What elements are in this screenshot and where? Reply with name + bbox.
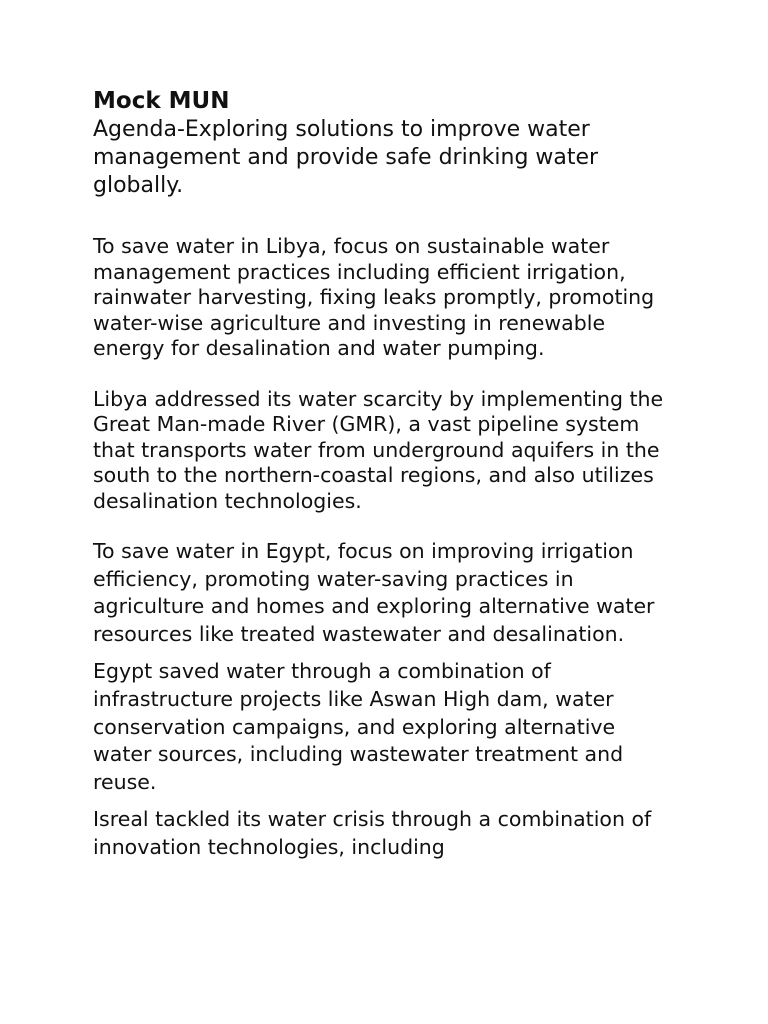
paragraph-egypt-solutions: To save water in Egypt, focus on improving irrigation efficiency, promoting water-saving practices in agriculture and homes and exploring alternative water resources like treated wastewater and desalination. [93, 539, 655, 646]
paragraph-libya-gmr: Libya addressed its water scarcity by implementing the Great Man-made River (GMR), a vast pipeline system that transports water from underground aquifers in the south to the northern-coastal regions, and also utilizes desalination technologies. [93, 386, 664, 513]
paragraph-egypt-actions: Egypt saved water through a combination of infrastructure projects like Aswan High dam, water conservation campaigns, and exploring alternative water sources, including wastewater treatment and reuse. [93, 659, 624, 794]
paragraph-israel: Isreal tackled its water crisis through a combination of innovation technologies, including [93, 807, 652, 859]
document-title: Mock MUN [93, 88, 230, 114]
agenda-text: Agenda-Exploring solutions to improve water management and provide safe drinking water globally. [93, 117, 599, 198]
document-body [93, 86, 678, 862]
paragraph-libya-solutions: To save water in Libya, focus on sustainable water management practices including efficient irrigation, rainwater harvesting, fixing leaks promptly, promoting water-wise agriculture and investing in renewable energy for desalination and water pumping. [93, 234, 655, 360]
